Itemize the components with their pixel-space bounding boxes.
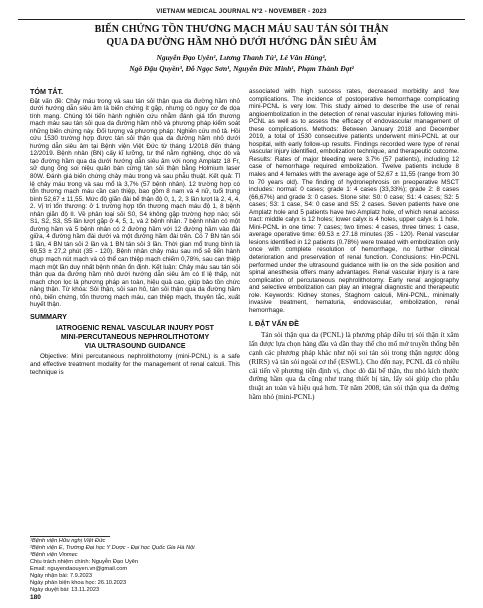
abstract-vn-heading: TÓM TẮT. (30, 87, 64, 96)
header-rule (18, 19, 465, 20)
journal-header: VIETNAM MEDICAL JOURNAL Nº2 - NOVEMBER - 2023 (156, 8, 327, 15)
article-title (30, 24, 453, 49)
section-1-text: Tán sỏi thận qua da (PCNL) là phương pháp điều trị sỏi thận ít xâm lấn được lựa chọn hàng đầu và dần thay thế cho mổ mở truyền thống bên cạnh các phương pháp khác như nội soi tán sỏi trong thận ngược dòng (RIRS) và tán sỏi ngoài cơ thể (ESWL). Cho đến nay, PCNL đã có nhiều cải tiến về phương tiện định vị, chọc dò đài bể thận, thu nhỏ kích thước đường hầm qua da cũng như trang thiết bị tán, lấy sỏi giúp cho phẫu thuật an toàn và hiệu quả hơn. Từ năm 2008, tán sỏi thận qua da đường hầm nhỏ (mini-PCNL) (249, 330, 459, 402)
left-column (30, 86, 240, 376)
authors-line-2: Ngô Đậu Quyền³, Đỗ Ngọc Sơn¹, Nguyễn Đức Minh¹, Phạm Thành Đạt² (129, 64, 354, 73)
authors-line-1: Nguyễn Đạo Uyên¹, Lương Thanh Tú¹, Lê Văn Hùng², (156, 53, 327, 62)
footnote-affiliation-2: ²Bệnh viện E, Trường Đại học Y Dược - Đại học Quốc Gia Hà Nội (30, 545, 195, 551)
abstract-vn-text: Đặt vấn đề: Chảy máu trong và sau tán sỏi thận qua da đường hầm nhỏ dưới hướng dẫn siêu âm là biến chứng ít gặp, nhưng có nguy cơ đe dọa tính mạng. Chúng tôi tiến hành nghiên cứu nhằm đánh giá tổn thương mạch máu sau tán sỏi qua da đường hầm nhỏ và phương pháp kiểm soát những biến chứng này. Đối tượng và phương pháp: Nghiên cứu mô tả. Hồi cứu 1530 trường hợp được tán sỏi thận qua da đường hầm nhỏ dưới hướng dẫn siêu âm tại Bệnh viện Việt Đức từ tháng 1/2018 đến tháng 12/2019. Bệnh nhân (BN) cấy kĩ lưỡng, tư thế nằm nghiêng, chọc dò và tạo đường hầm qua da dưới hướng dẫn siêu âm với nong Amplatz 18 Fr, sử dụng ống soi niệu quản bán cứng tán sỏi thận bằng Holmium laser 80W. Đánh giá biến chứng chảy máu trong và sau phẫu thuật. Kết quả: Tỉ lệ chảy máu trong và sau mổ là 3,7% (57 bệnh nhân). 12 trường hợp có tổn thương mạch máu cần can thiệp, bao gồm 8 nam và 4 nữ, tuổi trung bình 52,67 ± 11,55. Mức độ giãn đài bể thận độ 0, 1, 2, 3 lần lượt là 2, 4, 4, 2. Vị trí tổn thương: ở 1 trường hợp tổn thương mạch máu độ 1, 8 bệnh nhân giãn độ II. Về phân loại sỏi S0, S4 không gặp trường hợp nào; sỏi S1, S2, S3, S5 lần lượt gặp ở 4, 5, 1, và 2 bệnh nhân. 7 bệnh nhân có một đường hầm và 5 bệnh nhân có 2 đường hầm với 12 đường hầm vào đài giữa, 4 đường hầm đài dưới và một đường hầm đài trên. Có 7 BN tán sỏi 1 lần, 4 BN tán sỏi 2 lần và 1 BN tán sỏi 3 lần. Thời gian mổ trung bình là 69,53 ± 27,2 phút (35 - 120). Bệnh nhân chảy máu sau mổ sẽ tiến hành chụp mạch nút mạch và có thể can thiệp mạch chiếm 0,78%, sau can thiệp mạch một lần duy nhất bệnh nhân ổn định. Kết luận: Chảy máu sau tán sỏi thận qua da đường hầm nhỏ dưới hướng dẫn siêu âm có tỉ lệ thấp, nút mạch chọn lọc là phương pháp an toàn, hiệu quả cao, giúp bảo tồn chức năng thận. Từ khóa: Sỏi thận, sỏi san hô, tán sỏi thận qua da đường hầm nhỏ, biến chứng, tổn thương mạch máu, can thiệp mạch, thuyên tắc, xuất huyết thận. (30, 97, 240, 309)
footnote-rule (30, 536, 110, 537)
english-title (30, 324, 240, 351)
english-title-line-3: VIA ULTRASOUND GUIDANCE (84, 343, 186, 351)
title-line-1: BIẾN CHỨNG TỒN THƯƠNG MẠCH MÁU SAU TÁN SỎI THẬN (94, 24, 389, 35)
english-title-line-2: MINI-PERCUTANEOUS NEPHROLITHOTOMY (60, 334, 210, 342)
footnote-affiliation-3: ³Bệnh viện Vinmec (30, 552, 78, 558)
footnote-email: Email: nguyendaouyen.vn@gmail.com (30, 566, 128, 572)
footnote-received: Ngày nhận bài: 7.9.2023 (30, 573, 92, 579)
footnote-accepted: Ngày duyệt bài: 13.11.2023 (30, 587, 100, 593)
summary-text-left: Objective: Mini percutaneous nephrolithotomy (mini-PCNL) is a safe and effective treatment modality for the management of renal calculi. This technique is (30, 353, 240, 376)
summary-heading: SUMMARY (30, 311, 67, 321)
footnote-reviewed: Ngày phản biện khoa học: 26.10.2023 (30, 580, 127, 586)
english-title-line-1: IATROGENIC RENAL VASCULAR INJURY POST (56, 325, 214, 333)
footnotes (30, 538, 240, 594)
footnote-affiliation-1: ¹Bệnh viện Hữu nghị Việt Đức (30, 538, 106, 544)
title-line-2: QUA DA ĐƯỜNG HẦM NHỎ DƯỚI HƯỚNG DẪN SIÊU ÂM (106, 36, 377, 48)
author-list (28, 52, 455, 74)
page-number: 180 (30, 594, 41, 601)
right-column (249, 88, 459, 402)
footnote-contact: Chịu trách nhiệm chính: Nguyễn Đạo Uyên (30, 559, 139, 565)
section-1-heading: I. ĐẶT VẤN ĐỀ (249, 319, 299, 329)
summary-text-right: associated with high success rates, decreased morbidity and few complications. The incidence of postoperative hemorrhage complicating mini-PCNL is very low. This study aimed to describe the use of renal angioembolization in the detection of renal vascular injuries following mini-PCNL as well as to assess the efficacy of endovascular management of these complications. Methods: Between January 2018 and December 2019, a total of 1530 consecutive patients underwent mini-PCNL at our hospital, with early follow-up results. Findings recorded were type of renal vascular injury identified, embolization technique, and therapeutic outcome. Results: Rates of major bleeding were 3.7% (57 patients), including 12 case of hemorrhage required embolization. Twelve patients include 8 males and 4 females with the average age of 52,67 ± 11,55 (range from 30 to 70 years old). The finding of hydronephrosis on preoperative MSCT includes: normal: 0 cases; grade 1: 4 cases (33,33%); grade 2: 8 cases (66,67%) and grade 3: 0 cases. Stone site: S0: 0 case; S1: 4 cases; S2: 5 cases; S3: 1 case, S4: 0 case and S5: 2 cases. Seven patients have one Amplatz hole and 5 patients have two Amplatz hole, of which renal access tract: middle calyx is 12 holes; lower calyx is 4 holes, upper calyx is 1 hole. Mini-PCNL in one time: 7 cases; two times: 4 cases, three times: 1 case, average operative time: 69.53 ± 27.18 minutes (35 - 120). Renal vascular lesions identified in 12 patients (0.78%) were treated with embolization only once with complete resolution of hemorrhage, no further clinical deterioration and preservation of renal function. Conclusions: Hin-PCNL performed under the ultrasound guidance with lie on the side position and spinal anesthesia offers many advantages. Renal vascular injury is a rare complication of percutaneous nephrolithotomy. Early renal angiography and selective embolization can play an integral diagnostic and therapeutic role. Keywords: Kidney stones, Staghorn calculi, Mini-PCNL, minimally invasive treatment, hematuria, endovascular, embolization, renal hemorrhage. (249, 88, 459, 314)
